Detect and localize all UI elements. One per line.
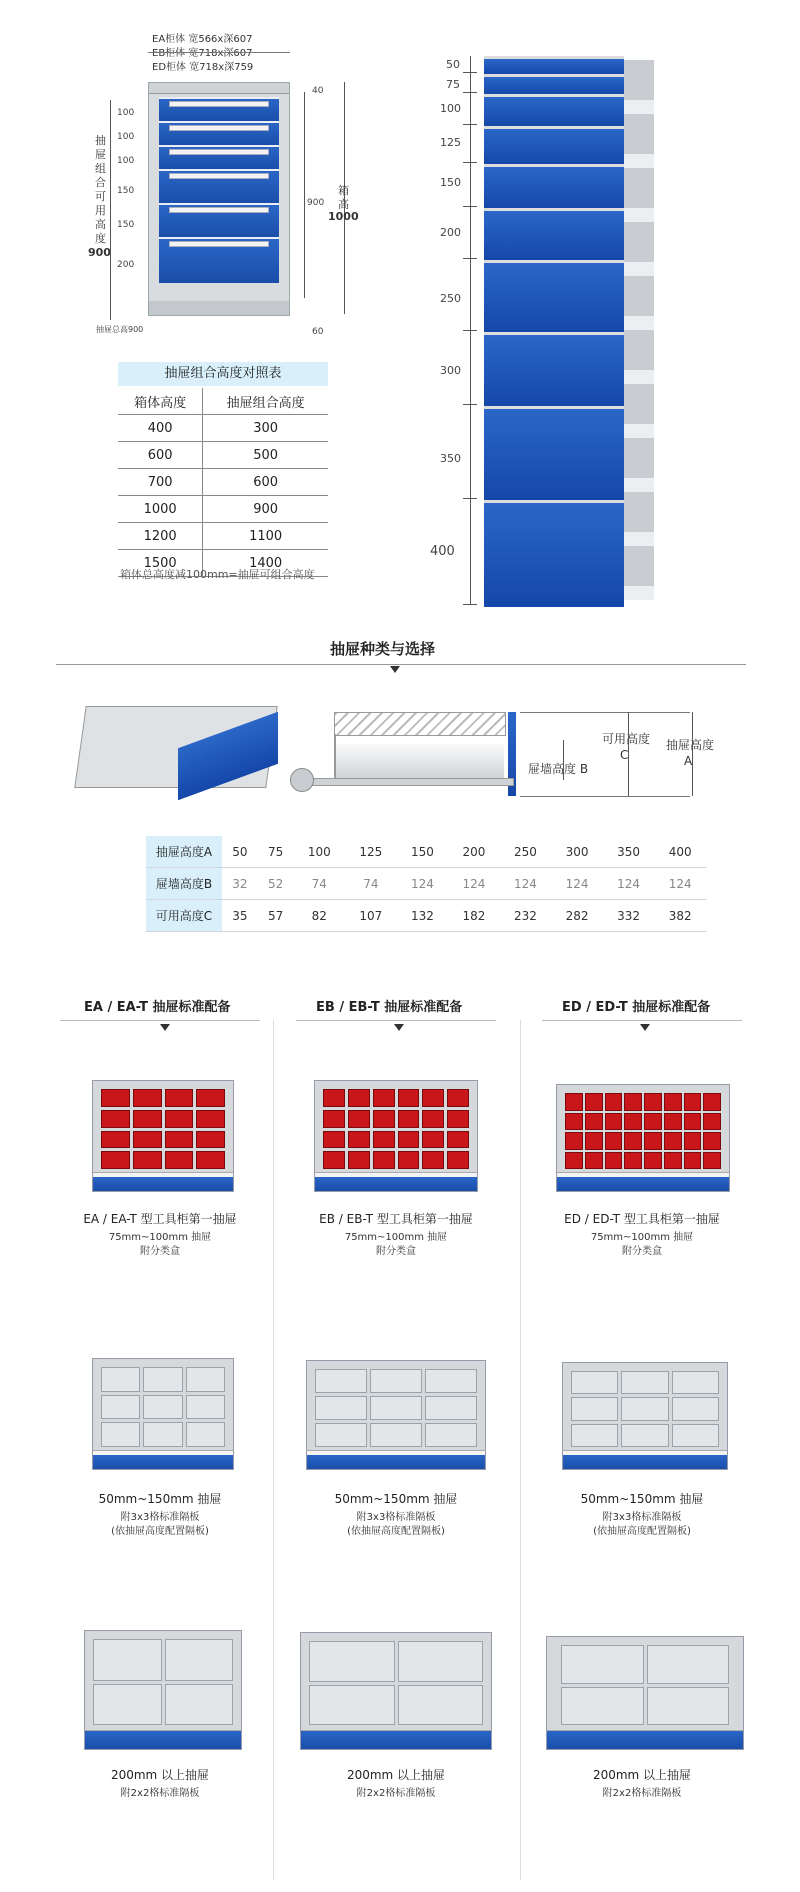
item-caption: 50mm~150mm 抽屉 bbox=[98, 1492, 222, 1506]
stack-label: 50 bbox=[446, 58, 460, 71]
stack-drawer bbox=[484, 56, 624, 75]
stack-label: 75 bbox=[446, 78, 460, 91]
dim-eb: EB柜体 宽718x深607 bbox=[152, 48, 253, 59]
dim-inner: 900 bbox=[307, 198, 325, 208]
label-a-letter: A bbox=[684, 754, 693, 768]
cell: 182 bbox=[448, 900, 500, 932]
item-sub: 附分类盒 bbox=[376, 1246, 416, 1257]
selection-divider bbox=[56, 664, 746, 665]
cell: 232 bbox=[500, 900, 552, 932]
ref-header: 抽屉组合高度 bbox=[226, 395, 305, 411]
ref-table-grid bbox=[118, 388, 328, 577]
dim-top: 40 bbox=[312, 86, 324, 96]
cell: 150 bbox=[397, 836, 449, 868]
cell: 100 bbox=[294, 836, 346, 868]
item-sub: 75mm~100mm 抽屉 bbox=[590, 1232, 694, 1243]
stack-label: 350 bbox=[440, 452, 461, 465]
ref-table-title: 抽屉组合高度对照表 bbox=[118, 362, 328, 386]
ref-cell: 700 bbox=[118, 469, 203, 496]
config-title: EB / EB-T 抽屉标准配备 bbox=[316, 1000, 463, 1015]
drawer-height-label: 150 bbox=[117, 186, 135, 196]
ref-cell: 900 bbox=[253, 501, 279, 517]
item-sub: (依抽屉高度配置隔板) bbox=[593, 1526, 691, 1537]
dim-ea: EA柜体 宽566x深607 bbox=[152, 34, 253, 45]
cell: 300 bbox=[551, 836, 603, 868]
width-line bbox=[148, 52, 290, 53]
cell: 124 bbox=[654, 868, 706, 900]
item-sub: (依抽屉高度配置隔板) bbox=[347, 1526, 445, 1537]
column-divider bbox=[273, 1020, 274, 1880]
dim-bottom: 60 bbox=[312, 327, 324, 337]
config-title: ED / ED-T 抽屉标准配备 bbox=[562, 1000, 711, 1015]
stack-drawer bbox=[484, 406, 624, 501]
cell: 124 bbox=[603, 868, 655, 900]
stack-drawer bbox=[484, 94, 624, 127]
cell: 124 bbox=[551, 868, 603, 900]
item-caption: 200mm 以上抽屉 bbox=[110, 1768, 210, 1782]
dim-ed: ED柜体 宽718x深759 bbox=[152, 62, 254, 73]
selection-arrow-icon bbox=[390, 666, 400, 673]
drawer-photo bbox=[84, 1630, 242, 1750]
cell: 57 bbox=[258, 900, 294, 932]
drawer bbox=[159, 203, 279, 237]
item-sub: 附分类盒 bbox=[140, 1246, 180, 1257]
cell: 50 bbox=[222, 836, 258, 868]
cell: 400 bbox=[654, 836, 706, 868]
label-b: 屉墙高度 B bbox=[528, 762, 589, 776]
drawer-height-label: 100 bbox=[117, 156, 135, 166]
drawer-photo bbox=[556, 1084, 730, 1192]
right-value: 1000 bbox=[328, 210, 359, 223]
arrow-down-icon bbox=[640, 1024, 650, 1031]
stack-label: 125 bbox=[440, 136, 461, 149]
item-caption: 200mm 以上抽屉 bbox=[346, 1768, 446, 1782]
drawer-photo bbox=[92, 1080, 234, 1192]
cell: 132 bbox=[397, 900, 449, 932]
ref-cell: 300 bbox=[253, 420, 279, 436]
right-label-char: 高 bbox=[338, 198, 349, 211]
drawer-height-label: 100 bbox=[117, 132, 135, 142]
cell: 74 bbox=[294, 868, 346, 900]
runner bbox=[292, 778, 514, 786]
row-head: 屉墙高度B bbox=[146, 868, 222, 900]
row-head: 抽屉高度A bbox=[146, 836, 222, 868]
cell: 124 bbox=[500, 868, 552, 900]
stack-side bbox=[624, 60, 654, 600]
inner-dim-line bbox=[304, 92, 305, 298]
stack-label: 100 bbox=[440, 102, 461, 115]
label-c-text: 可用高度 bbox=[602, 732, 651, 746]
item-sub: 75mm~100mm 抽屉 bbox=[344, 1232, 448, 1243]
item-sub: (依抽屉高度配置隔板) bbox=[111, 1526, 209, 1537]
ref-cell: 500 bbox=[253, 447, 279, 463]
cell: 250 bbox=[500, 836, 552, 868]
drawer-photo bbox=[300, 1632, 492, 1750]
cell: 74 bbox=[345, 868, 397, 900]
wheel-icon bbox=[290, 768, 314, 792]
ref-header: 箱体高度 bbox=[118, 388, 203, 415]
drawer-photo bbox=[306, 1360, 486, 1470]
stack-drawer bbox=[484, 126, 624, 165]
ref-cell: 1400 bbox=[249, 555, 283, 571]
item-sub: 附3x3格标准隔板 bbox=[356, 1512, 436, 1523]
cell: 282 bbox=[551, 900, 603, 932]
drawer-height-label: 200 bbox=[117, 260, 135, 270]
cell: 332 bbox=[603, 900, 655, 932]
item-sub: 附3x3格标准隔板 bbox=[120, 1512, 200, 1523]
table-row bbox=[146, 900, 706, 932]
drawer bbox=[159, 169, 279, 203]
stack-drawer bbox=[484, 260, 624, 333]
hatch bbox=[334, 712, 506, 736]
item-sub: 附2x2格标准隔板 bbox=[602, 1788, 682, 1799]
cell: 107 bbox=[345, 900, 397, 932]
ref-cell: 1100 bbox=[249, 528, 283, 544]
cell: 125 bbox=[345, 836, 397, 868]
item-caption: EB / EB-T 型工具柜第一抽屉 bbox=[319, 1212, 473, 1226]
stack-drawer bbox=[484, 74, 624, 95]
item-sub: 附3x3格标准隔板 bbox=[602, 1512, 682, 1523]
drawer-photo bbox=[314, 1080, 478, 1192]
ref-cell: 1000 bbox=[118, 496, 203, 523]
ref-table-note: 箱体总高度减100mm=抽屉可组合高度 bbox=[120, 568, 315, 581]
stack-label: 200 bbox=[440, 226, 461, 239]
drawer bbox=[159, 237, 279, 283]
drawer bbox=[159, 145, 279, 169]
selection-title: 抽屉种类与选择 bbox=[330, 640, 436, 658]
drawer-height-label: 150 bbox=[117, 220, 135, 230]
cell: 32 bbox=[222, 868, 258, 900]
drawer-height-label: 100 bbox=[117, 108, 135, 118]
stack-drawer bbox=[484, 164, 624, 209]
cabinet-body bbox=[148, 82, 290, 316]
selection-table bbox=[146, 836, 706, 932]
bottom-note: 抽屉总高900 bbox=[96, 325, 144, 334]
ref-cell: 400 bbox=[118, 415, 203, 442]
item-caption: 200mm 以上抽屉 bbox=[592, 1768, 692, 1782]
item-sub: 附2x2格标准隔板 bbox=[120, 1788, 200, 1799]
stack-label: 250 bbox=[440, 292, 461, 305]
item-caption: 50mm~150mm 抽屉 bbox=[580, 1492, 704, 1506]
drawer-photo bbox=[562, 1362, 728, 1470]
cell: 75 bbox=[258, 836, 294, 868]
row-head: 可用高度C bbox=[146, 900, 222, 932]
stack-drawer bbox=[484, 500, 624, 607]
ref-cell: 600 bbox=[253, 474, 279, 490]
drawer bbox=[159, 97, 279, 121]
cell: 82 bbox=[294, 900, 346, 932]
stack-drawer bbox=[484, 332, 624, 407]
stack-label: 300 bbox=[440, 364, 461, 377]
item-sub: 附2x2格标准隔板 bbox=[356, 1788, 436, 1799]
stack-label: 150 bbox=[440, 176, 461, 189]
cabinet-base bbox=[149, 301, 289, 315]
column-divider bbox=[520, 1020, 521, 1880]
stack-drawer bbox=[484, 208, 624, 261]
cell: 382 bbox=[654, 900, 706, 932]
stack-label: 400 bbox=[430, 544, 455, 559]
arrow-down-icon bbox=[394, 1024, 404, 1031]
ref-cell: 1500 bbox=[118, 550, 203, 577]
left-dim-line bbox=[110, 100, 111, 320]
drawer-photo bbox=[92, 1358, 234, 1470]
ref-cell: 600 bbox=[118, 442, 203, 469]
ref-cell: 1200 bbox=[118, 523, 203, 550]
item-caption: 50mm~150mm 抽屉 bbox=[334, 1492, 458, 1506]
item-caption: EA / EA-T 型工具柜第一抽屉 bbox=[83, 1212, 237, 1226]
config-title: EA / EA-T 抽屉标准配备 bbox=[84, 1000, 231, 1015]
drawer bbox=[159, 121, 279, 145]
cell: 200 bbox=[448, 836, 500, 868]
cabinet-top bbox=[149, 83, 289, 94]
cell: 124 bbox=[397, 868, 449, 900]
tray-body bbox=[336, 744, 504, 778]
table-row bbox=[146, 836, 706, 868]
arrow-down-icon bbox=[160, 1024, 170, 1031]
right-label-char: 箱 bbox=[338, 184, 349, 197]
cell: 350 bbox=[603, 836, 655, 868]
drawer-photo bbox=[546, 1636, 744, 1750]
cell: 52 bbox=[258, 868, 294, 900]
table-row bbox=[146, 868, 706, 900]
item-sub: 75mm~100mm 抽屉 bbox=[108, 1232, 212, 1243]
label-c-letter: C bbox=[620, 748, 629, 762]
cell: 35 bbox=[222, 900, 258, 932]
cell: 124 bbox=[448, 868, 500, 900]
item-sub: 附分类盒 bbox=[622, 1246, 662, 1257]
label-a-text: 抽屉高度 bbox=[666, 738, 715, 752]
item-caption: ED / ED-T 型工具柜第一抽屉 bbox=[564, 1212, 720, 1226]
